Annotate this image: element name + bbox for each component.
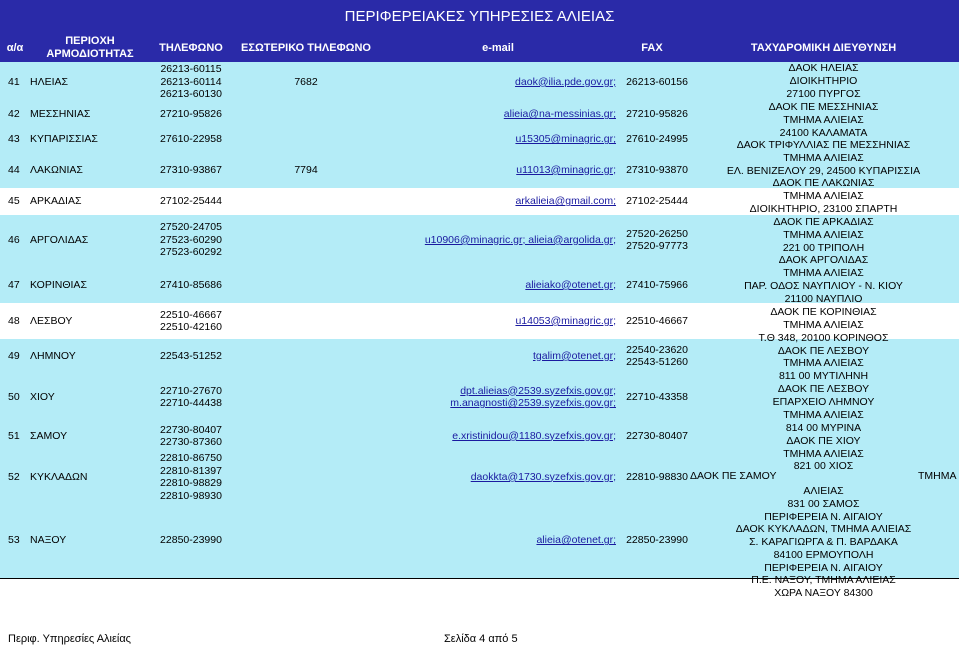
region-name: ΛΑΚΩΝΙΑΣ bbox=[30, 163, 83, 176]
row-number-cell bbox=[8, 373, 30, 421]
row-number: 49 bbox=[8, 349, 20, 362]
internal-phone-cell bbox=[232, 62, 380, 102]
region-cell bbox=[30, 503, 150, 578]
header-region bbox=[30, 34, 150, 62]
email-link[interactable]: arkalieia@gmail.com; bbox=[515, 195, 616, 208]
row-number: 53 bbox=[8, 534, 20, 547]
fax-number: 27520-97773 bbox=[626, 240, 688, 252]
address-line: ΔΙΟΙΚΗΤΗΡΙΟ bbox=[789, 75, 858, 87]
address-line: ΤΜΗΜΑ ΑΛΙΕΙΑΣ bbox=[783, 357, 864, 369]
internal-phone-cell bbox=[232, 152, 380, 188]
row-number: 44 bbox=[8, 163, 20, 176]
internal-phone: 7682 bbox=[294, 75, 318, 88]
region-name: ΑΡΓΟΛΙΔΑΣ bbox=[30, 233, 89, 246]
internal-phone-cell bbox=[232, 215, 380, 265]
phone-number: 27610-22958 bbox=[160, 133, 222, 146]
address-line: ΤΜΗΜΑ ΑΛΙΕΙΑΣ bbox=[783, 114, 864, 126]
row-number-cell bbox=[8, 303, 30, 339]
internal-phone-cell bbox=[232, 102, 380, 127]
fax-cell bbox=[616, 373, 688, 421]
address-line: ΤΜΗΜΑ ΑΛΙΕΙΑΣ bbox=[783, 319, 864, 331]
email-link[interactable]: u11013@minagric.gr; bbox=[516, 163, 616, 176]
email-cell bbox=[380, 339, 616, 373]
region-cell bbox=[30, 339, 150, 373]
phone-cell bbox=[150, 188, 232, 215]
region-name: ΚΥΠΑΡΙΣΣΙΑΣ bbox=[30, 133, 98, 146]
fax-number: 27520-26250 bbox=[626, 227, 688, 240]
address-line: ΤΜΗΜΑ ΑΛΙΕΙΑΣ bbox=[783, 267, 864, 279]
phone-number: 22730-87360 bbox=[160, 436, 222, 448]
address-line: 24100 ΚΑΛΑΜΑΤΑ bbox=[779, 127, 868, 139]
row-number-cell bbox=[8, 188, 30, 215]
email-cell bbox=[380, 215, 616, 265]
region-cell bbox=[30, 102, 150, 127]
phone-number: 27520-24705 bbox=[160, 221, 222, 234]
address-line: ΠΕΡΙΦΕΡΕΙΑ Ν. ΑΙΓΑΙΟΥ bbox=[764, 511, 883, 523]
phone-cell bbox=[150, 421, 232, 451]
row-number: 50 bbox=[8, 390, 20, 403]
address-line: ΔΑΟΚ ΤΡΙΦΥΛΛΙΑΣ ΠΕ ΜΕΣΣΗΝΙΑΣ bbox=[736, 139, 911, 151]
address-line: ΤΜΗΜΑ ΑΛΙΕΙΑΣ bbox=[783, 152, 864, 164]
fax-cell bbox=[616, 421, 688, 451]
address-line: 27100 ΠΥΡΓΟΣ bbox=[786, 88, 861, 100]
email-link[interactable]: alieia@na-messinias.gr; bbox=[503, 108, 616, 121]
phone-cell bbox=[150, 503, 232, 578]
fax-number: 22730-80407 bbox=[626, 429, 688, 442]
row-number: 42 bbox=[8, 108, 20, 121]
header-email: e-mail bbox=[482, 41, 514, 54]
phone-number: 26213-60115 bbox=[160, 63, 222, 76]
phone-cell bbox=[150, 127, 232, 152]
fax-cell bbox=[616, 127, 688, 152]
email-cell bbox=[380, 421, 616, 451]
address-line: ΔΑΟΚ ΠΕ ΣΑΜΟΥ bbox=[690, 470, 777, 482]
address-line: 84100 ΕΡΜΟΥΠΟΛΗ bbox=[773, 549, 874, 561]
fax-cell bbox=[616, 188, 688, 215]
internal-phone-cell bbox=[232, 188, 380, 215]
address-line: ΔΑΟΚ ΚΥΚΛΑΔΩΝ, ΤΜΗΜΑ ΑΛΙΕΙΑΣ bbox=[735, 523, 912, 535]
address-line: 21100 ΝΑΥΠΛΙΟ bbox=[784, 293, 863, 305]
phone-cell bbox=[150, 265, 232, 305]
phone-cell bbox=[150, 152, 232, 188]
phone-number: 27523-60290 bbox=[160, 233, 222, 246]
email-link[interactable]: daok@ilia.pde.gov.gr; bbox=[515, 75, 616, 88]
fax-cell bbox=[616, 215, 688, 265]
fax-number: 27102-25444 bbox=[626, 195, 688, 208]
region-cell bbox=[30, 303, 150, 339]
fax-number: 22710-43358 bbox=[626, 390, 688, 403]
region-cell bbox=[30, 451, 150, 503]
phone-number: 22510-46667 bbox=[160, 308, 222, 321]
email-link[interactable]: u14053@minagric.gr; bbox=[515, 314, 616, 327]
address-line: 814 00 ΜΥΡΙΝΑ bbox=[785, 422, 862, 434]
email-link[interactable]: daokkta@1730.syzefxis.gov.gr; bbox=[470, 470, 616, 483]
row-number-cell bbox=[8, 503, 30, 578]
header-aa: α/α bbox=[6, 41, 24, 54]
region-name: ΝΑΞΟΥ bbox=[30, 534, 67, 547]
email-link[interactable]: m.anagnosti@2539.syzefxis.gov.gr; bbox=[450, 397, 616, 409]
email-cell bbox=[380, 188, 616, 215]
email-cell bbox=[380, 62, 616, 102]
page-title: ΠΕΡΙΦΕΡΕΙΑΚΕΣ ΥΠΗΡΕΣΙΕΣ ΑΛΙΕΙΑΣ bbox=[344, 8, 615, 25]
phone-number: 22810-98930 bbox=[160, 489, 222, 502]
phone-number: 26213-60130 bbox=[160, 88, 222, 101]
fax-cell bbox=[616, 102, 688, 127]
address-line: ΤΜΗΜΑ ΑΛΙΕΙΑΣ bbox=[783, 409, 864, 421]
address-line: ΠΕΡΙΦΕΡΕΙΑ Ν. ΑΙΓΑΙΟΥ bbox=[764, 562, 883, 574]
phone-number: 22810-86750 bbox=[160, 452, 222, 464]
phone-cell bbox=[150, 62, 232, 102]
address-line: ΧΩΡΑ ΝΑΞΟΥ 84300 bbox=[774, 587, 873, 599]
internal-phone-cell bbox=[232, 451, 380, 503]
internal-phone-cell bbox=[232, 373, 380, 421]
email-cell bbox=[380, 503, 616, 578]
phone-number: 27210-95826 bbox=[160, 108, 222, 121]
phone-number: 27410-85686 bbox=[160, 278, 222, 291]
phone-number: 22730-80407 bbox=[160, 423, 222, 436]
address-line: ΑΛΙΕΙΑΣ bbox=[803, 485, 844, 497]
email-cell bbox=[380, 152, 616, 188]
internal-phone-cell bbox=[232, 127, 380, 152]
internal-phone: 7794 bbox=[294, 163, 318, 176]
email-link[interactable]: e.xristinidou@1180.syzefxis.gov.gr; bbox=[452, 429, 616, 442]
address-line: 821 00 ΧΙΟΣ bbox=[793, 460, 854, 472]
phone-number: 22510-42160 bbox=[160, 321, 222, 333]
address-line: ΔΑΟΚ ΑΡΓΟΛΙΔΑΣ bbox=[778, 254, 869, 266]
phone-cell bbox=[150, 451, 232, 503]
fax-cell bbox=[616, 451, 688, 503]
row-number-cell bbox=[8, 102, 30, 127]
row-number-cell bbox=[8, 451, 30, 503]
phone-cell bbox=[150, 339, 232, 373]
fax-number: 26213-60156 bbox=[626, 75, 688, 88]
email-cell bbox=[380, 265, 616, 305]
region-name: ΛΗΜΝΟΥ bbox=[30, 349, 76, 362]
fax-cell bbox=[616, 503, 688, 578]
phone-number: 22543-51252 bbox=[160, 349, 222, 362]
row-number: 46 bbox=[8, 233, 20, 246]
region-name: ΣΑΜΟΥ bbox=[30, 429, 68, 442]
address-line: 811 00 ΜΥΤΙΛΗΝΗ bbox=[778, 370, 869, 382]
phone-number: 27102-25444 bbox=[160, 195, 222, 208]
address-line: 221 00 ΤΡΙΠΟΛΗ bbox=[782, 242, 865, 254]
address-line: ΔΑΟΚ ΠΕ ΛΕΣΒΟΥ bbox=[777, 345, 870, 357]
region-name: ΗΛΕΙΑΣ bbox=[30, 75, 69, 88]
header-phone: ΤΗΛΕΦΩΝΟ bbox=[159, 41, 223, 54]
phone-number: 27523-60292 bbox=[160, 246, 222, 259]
email-link[interactable]: alieiako@otenet.gr; bbox=[525, 278, 616, 291]
row-number-cell bbox=[8, 339, 30, 373]
page-title-bar bbox=[0, 0, 959, 34]
region-name: ΛΕΣΒΟΥ bbox=[30, 314, 73, 327]
address-line: ΔΑΟΚ ΠΕ ΑΡΚΑΔΙΑΣ bbox=[773, 216, 874, 228]
fax-cell bbox=[616, 62, 688, 102]
address-line: 831 00 ΣΑΜΟΣ bbox=[787, 498, 860, 510]
row-number-cell bbox=[8, 421, 30, 451]
phone-number: 22850-23990 bbox=[160, 534, 222, 547]
address-line: ΔΑΟΚ ΠΕ ΚΟΡΙΝΘΙΑΣ bbox=[770, 306, 877, 318]
region-name: ΚΟΡΙΝΘΙΑΣ bbox=[30, 278, 87, 291]
region-cell bbox=[30, 421, 150, 451]
email-link[interactable]: u10906@minagric.gr; alieia@argolida.gr; bbox=[424, 233, 616, 246]
header-address: ΤΑΧΥΔΡΟΜΙΚΗ ΔΙΕΥΘΥΝΣΗ bbox=[750, 41, 897, 54]
fax-cell bbox=[616, 152, 688, 188]
fax-number: 27310-93870 bbox=[626, 163, 688, 176]
row-number: 52 bbox=[8, 470, 20, 483]
row-number-cell bbox=[8, 152, 30, 188]
phone-number: 26213-60114 bbox=[160, 75, 222, 88]
phone-number: 22710-44438 bbox=[160, 397, 222, 409]
email-link[interactable]: tgalim@otenet.gr; bbox=[532, 349, 616, 362]
header-region-line2: ΑΡΜΟΔΙΟΤΗΤΑΣ bbox=[46, 48, 134, 60]
internal-phone-cell bbox=[232, 303, 380, 339]
address-line: ΤΜΗΜΑ ΑΛΙΕΙΑΣ bbox=[783, 229, 864, 241]
address-line: ΔΑΟΚ ΠΕ ΛΑΚΩΝΙΑΣ bbox=[772, 177, 875, 189]
fax-number: 22510-46667 bbox=[626, 314, 688, 327]
phone-cell bbox=[150, 102, 232, 127]
region-cell bbox=[30, 62, 150, 102]
email-link[interactable]: dpt.alieias@2539.syzefxis.gov.gr; bbox=[460, 384, 616, 397]
internal-phone-cell bbox=[232, 265, 380, 305]
fax-cell bbox=[616, 265, 688, 305]
row-number-cell bbox=[8, 127, 30, 152]
email-cell bbox=[380, 102, 616, 127]
address-line: ΤΜΗΜΑ ΑΛΙΕΙΑΣ bbox=[783, 448, 864, 460]
email-cell bbox=[380, 373, 616, 421]
fax-number: 27210-95826 bbox=[626, 108, 688, 121]
address-line: ΔΑΟΚ ΠΕ ΛΕΣΒΟΥ bbox=[777, 383, 870, 395]
row-number-cell bbox=[8, 265, 30, 305]
row-number-cell bbox=[8, 215, 30, 265]
address-line: ΔΑΟΚ ΗΛΕΙΑΣ bbox=[788, 62, 859, 74]
footer-document-name: Περιφ. Υπηρεσίες Αλιείας bbox=[8, 633, 131, 645]
fax-number: 22810-98830 bbox=[626, 470, 688, 483]
address-line: ΕΛ. ΒΕΝΙΖΕΛΟΥ 29, 24500 ΚΥΠΑΡΙΣΣΙΑ bbox=[726, 165, 921, 177]
region-cell bbox=[30, 127, 150, 152]
row-number: 45 bbox=[8, 195, 20, 208]
address-samos-right: ΤΜΗΜΑ bbox=[918, 470, 957, 482]
fax-number: 22540-23620 bbox=[626, 343, 688, 356]
phone-number: 22810-81397 bbox=[160, 464, 222, 477]
region-name: ΚΥΚΛΑΔΩΝ bbox=[30, 470, 88, 483]
internal-phone-cell bbox=[232, 503, 380, 578]
row-number: 43 bbox=[8, 133, 20, 146]
phone-cell bbox=[150, 373, 232, 421]
address-line: ΔΑΟΚ ΠΕ ΜΕΣΣΗΝΙΑΣ bbox=[768, 101, 879, 113]
region-cell bbox=[30, 188, 150, 215]
footer-page-number: Σελίδα 4 από 5 bbox=[444, 633, 518, 645]
row-number: 41 bbox=[8, 75, 20, 88]
fax-cell bbox=[616, 339, 688, 373]
address-line: ΤΜΗΜΑ ΑΛΙΕΙΑΣ bbox=[783, 190, 864, 202]
address-line: Π.Ε. ΝΑΞΟΥ, ΤΜΗΜΑ ΑΛΙΕΙΑΣ bbox=[751, 574, 896, 586]
row-number-cell bbox=[8, 62, 30, 102]
table-header bbox=[0, 34, 959, 62]
phone-number: 22810-98829 bbox=[160, 477, 222, 489]
internal-phone-cell bbox=[232, 421, 380, 451]
region-cell bbox=[30, 215, 150, 265]
address-line: ΠΑΡ. ΟΔΟΣ ΝΑΥΠΛΙΟΥ - Ν. ΚΙΟΥ bbox=[744, 280, 903, 292]
region-name: ΧΙΟΥ bbox=[30, 390, 55, 403]
header-fax: FAX bbox=[641, 41, 663, 54]
fax-number: 22543-51260 bbox=[626, 356, 688, 368]
email-link[interactable]: alieia@otenet.gr; bbox=[536, 534, 616, 547]
email-link[interactable]: u15305@minagric.gr; bbox=[515, 133, 616, 146]
address-line: Σ. ΚΑΡΑΓΙΩΡΓΑ & Π. ΒΑΡΔΑΚΑ bbox=[749, 536, 898, 548]
region-name: ΜΕΣΣΗΝΙΑΣ bbox=[30, 108, 91, 121]
fax-number: 27410-75966 bbox=[626, 278, 688, 291]
region-cell bbox=[30, 373, 150, 421]
phone-cell bbox=[150, 303, 232, 339]
region-name: ΑΡΚΑΔΙΑΣ bbox=[30, 195, 82, 208]
fax-number: 27610-24995 bbox=[626, 133, 688, 146]
region-cell bbox=[30, 152, 150, 188]
email-cell bbox=[380, 303, 616, 339]
internal-phone-cell bbox=[232, 339, 380, 373]
email-cell bbox=[380, 451, 616, 503]
row-number: 48 bbox=[8, 314, 20, 327]
address-line: Τ.Θ 348, 20100 ΚΟΡΙΝΘΟΣ bbox=[758, 332, 889, 344]
fax-cell bbox=[616, 303, 688, 339]
fax-number: 22850-23990 bbox=[626, 534, 688, 547]
phone-number: 27310-93867 bbox=[160, 163, 222, 176]
phone-cell bbox=[150, 215, 232, 265]
address-line: ΔΑΟΚ ΠΕ ΧΙΟΥ bbox=[786, 435, 861, 447]
address-line: ΔΙΟΙΚΗΤΗΡΙΟ, 23100 ΣΠΑΡΤΗ bbox=[749, 203, 898, 215]
phone-number: 22710-27670 bbox=[160, 384, 222, 397]
region-cell bbox=[30, 265, 150, 305]
address-line: ΕΠΑΡΧΕΙΟ ΛΗΜΝΟΥ bbox=[772, 396, 875, 408]
email-cell bbox=[380, 127, 616, 152]
header-internal-phone: ΕΣΩΤΕΡΙΚΟ ΤΗΛΕΦΩΝΟ bbox=[241, 41, 371, 54]
row-number: 51 bbox=[8, 429, 20, 442]
header-region-line1: ΠΕΡΙΟΧΗ bbox=[65, 35, 115, 47]
row-number: 47 bbox=[8, 278, 20, 291]
